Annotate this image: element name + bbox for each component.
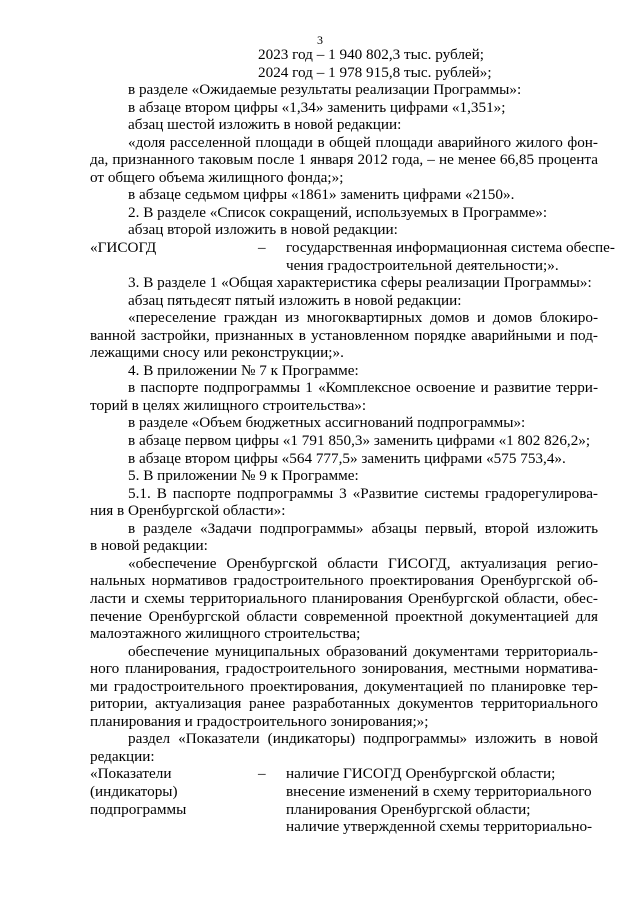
text-line: 2. В разделе «Список сокращений, используемых в Программе»: (128, 203, 548, 221)
text-line: планирования и градостроительного зонирования;»; (90, 712, 429, 730)
text-line: абзац второй изложить в новой редакции: (128, 221, 398, 239)
text-line: торий в целях жилищного строительства»: (90, 396, 367, 414)
text-line: ласти и схемы территориального планирования Оренбургской области, обес- (90, 589, 598, 607)
abbreviation-row (90, 239, 615, 257)
text-line: от общего объема жилищного фонда;»; (90, 168, 344, 186)
indicator-row (90, 783, 598, 801)
text-line: в разделе «Ожидаемые результаты реализации Программы»: (128, 81, 522, 99)
indicator-value: наличие ГИСОГД Оренбургской области; (286, 765, 556, 783)
text-line: ритории, актуализация ранее разработанных документов территориального (90, 695, 598, 713)
text-line: лежащими сносу или реконструкции;». (90, 344, 344, 362)
text-line: малоэтажного жилищного строительства; (90, 625, 361, 643)
abbreviation-definition: государственная информационная система обеспе- (286, 239, 615, 257)
text-line: «доля расселенной площади в общей площади аварийного жилого фон- (128, 133, 598, 151)
text-line: 2023 год – 1 940 802,3 тыс. рублей; (258, 46, 485, 63)
abbreviation-term: «ГИСОГД (90, 239, 157, 257)
text-line: ванной застройки, признанных в установленном порядке аварийными и под- (90, 326, 598, 344)
text-line: 5.1. В паспорте подпрограммы 3 «Развитие системы градорегулирова- (128, 484, 598, 502)
text-line: абзац пятьдесят пятый изложить в новой редакции: (128, 291, 462, 309)
text-line: в разделе «Задачи подпрограммы» абзацы первый, второй изложить (128, 519, 598, 537)
indicator-value: внесение изменений в схему территориального (286, 782, 592, 800)
text-line: абзац шестой изложить в новой редакции: (128, 116, 402, 134)
indicator-row (90, 818, 598, 836)
indicator-label: (индикаторы) (90, 782, 178, 800)
indicator-row (90, 765, 598, 783)
text-line: 5. В приложении № 9 к Программе: (128, 467, 359, 485)
indicator-label: подпрограммы (90, 800, 187, 818)
text-line: «переселение граждан из многоквартирных домов и домов блокиро- (128, 309, 598, 327)
text-line: да, признанного таковым после 1 января 2012 года, – не менее 66,85 процента (90, 151, 598, 169)
text-line: раздел «Показатели (индикаторы) подпрограммы» изложить в новой (128, 730, 598, 748)
text-line: в абзаце седьмом цифры «1861» заменить цифрами «2150». (128, 186, 515, 204)
text-line: 2024 год – 1 978 915,8 тыс. рублей»; (258, 63, 492, 81)
abbreviation-dash: – (258, 239, 266, 257)
text-line: 4. В приложении № 7 к Программе: (128, 361, 359, 379)
text-line: ного планирования, градостроительного зонирования, местными норматива- (90, 660, 598, 678)
text-line: ния в Оренбургской области»: (90, 502, 286, 520)
page-number: 3 (317, 33, 323, 47)
indicator-value: наличие утвержденной схемы территориально- (286, 818, 593, 836)
text-line: в абзаце первом цифры «1 791 850,3» заменить цифрами «1 802 826,2»; (128, 432, 591, 450)
text-line: ми градостроительного проектирования, документацией по планировке тер- (90, 677, 598, 695)
indicator-dash: – (258, 765, 266, 783)
text-line: редакции: (90, 747, 155, 765)
text-line: печение Оренбургской области современной проектной документацией для (90, 607, 598, 625)
text-line: нальных нормативов градостроительного проектирования Оренбургской об- (90, 572, 598, 590)
text-line: в абзаце втором цифры «564 777,5» заменить цифрами «575 753,4». (128, 449, 566, 467)
indicator-row (90, 801, 598, 819)
text-line: в паспорте подпрограммы 1 «Комплексное освоение и развитие терри- (128, 379, 598, 397)
text-line: в абзаце втором цифры «1,34» заменить цифрами «1,351»; (128, 98, 506, 116)
text-line: 3. В разделе 1 «Общая характеристика сферы реализации Программы»: (128, 274, 592, 292)
indicator-label: «Показатели (90, 765, 172, 783)
abbreviation-definition: чения градостроительной деятельности;». (286, 256, 559, 274)
indicator-value: планирования Оренбургской области; (286, 800, 531, 818)
text-line: в разделе «Объем бюджетных ассигнований подпрограммы»: (128, 414, 526, 432)
abbreviation-row-continued (90, 257, 598, 275)
document-body (90, 46, 615, 836)
text-line: «обеспечение Оренбургской области ГИСОГД, актуализация регио- (128, 554, 598, 572)
text-line: в новой редакции: (90, 537, 208, 555)
text-line: обеспечение муниципальных образований документами территориаль- (128, 642, 598, 660)
